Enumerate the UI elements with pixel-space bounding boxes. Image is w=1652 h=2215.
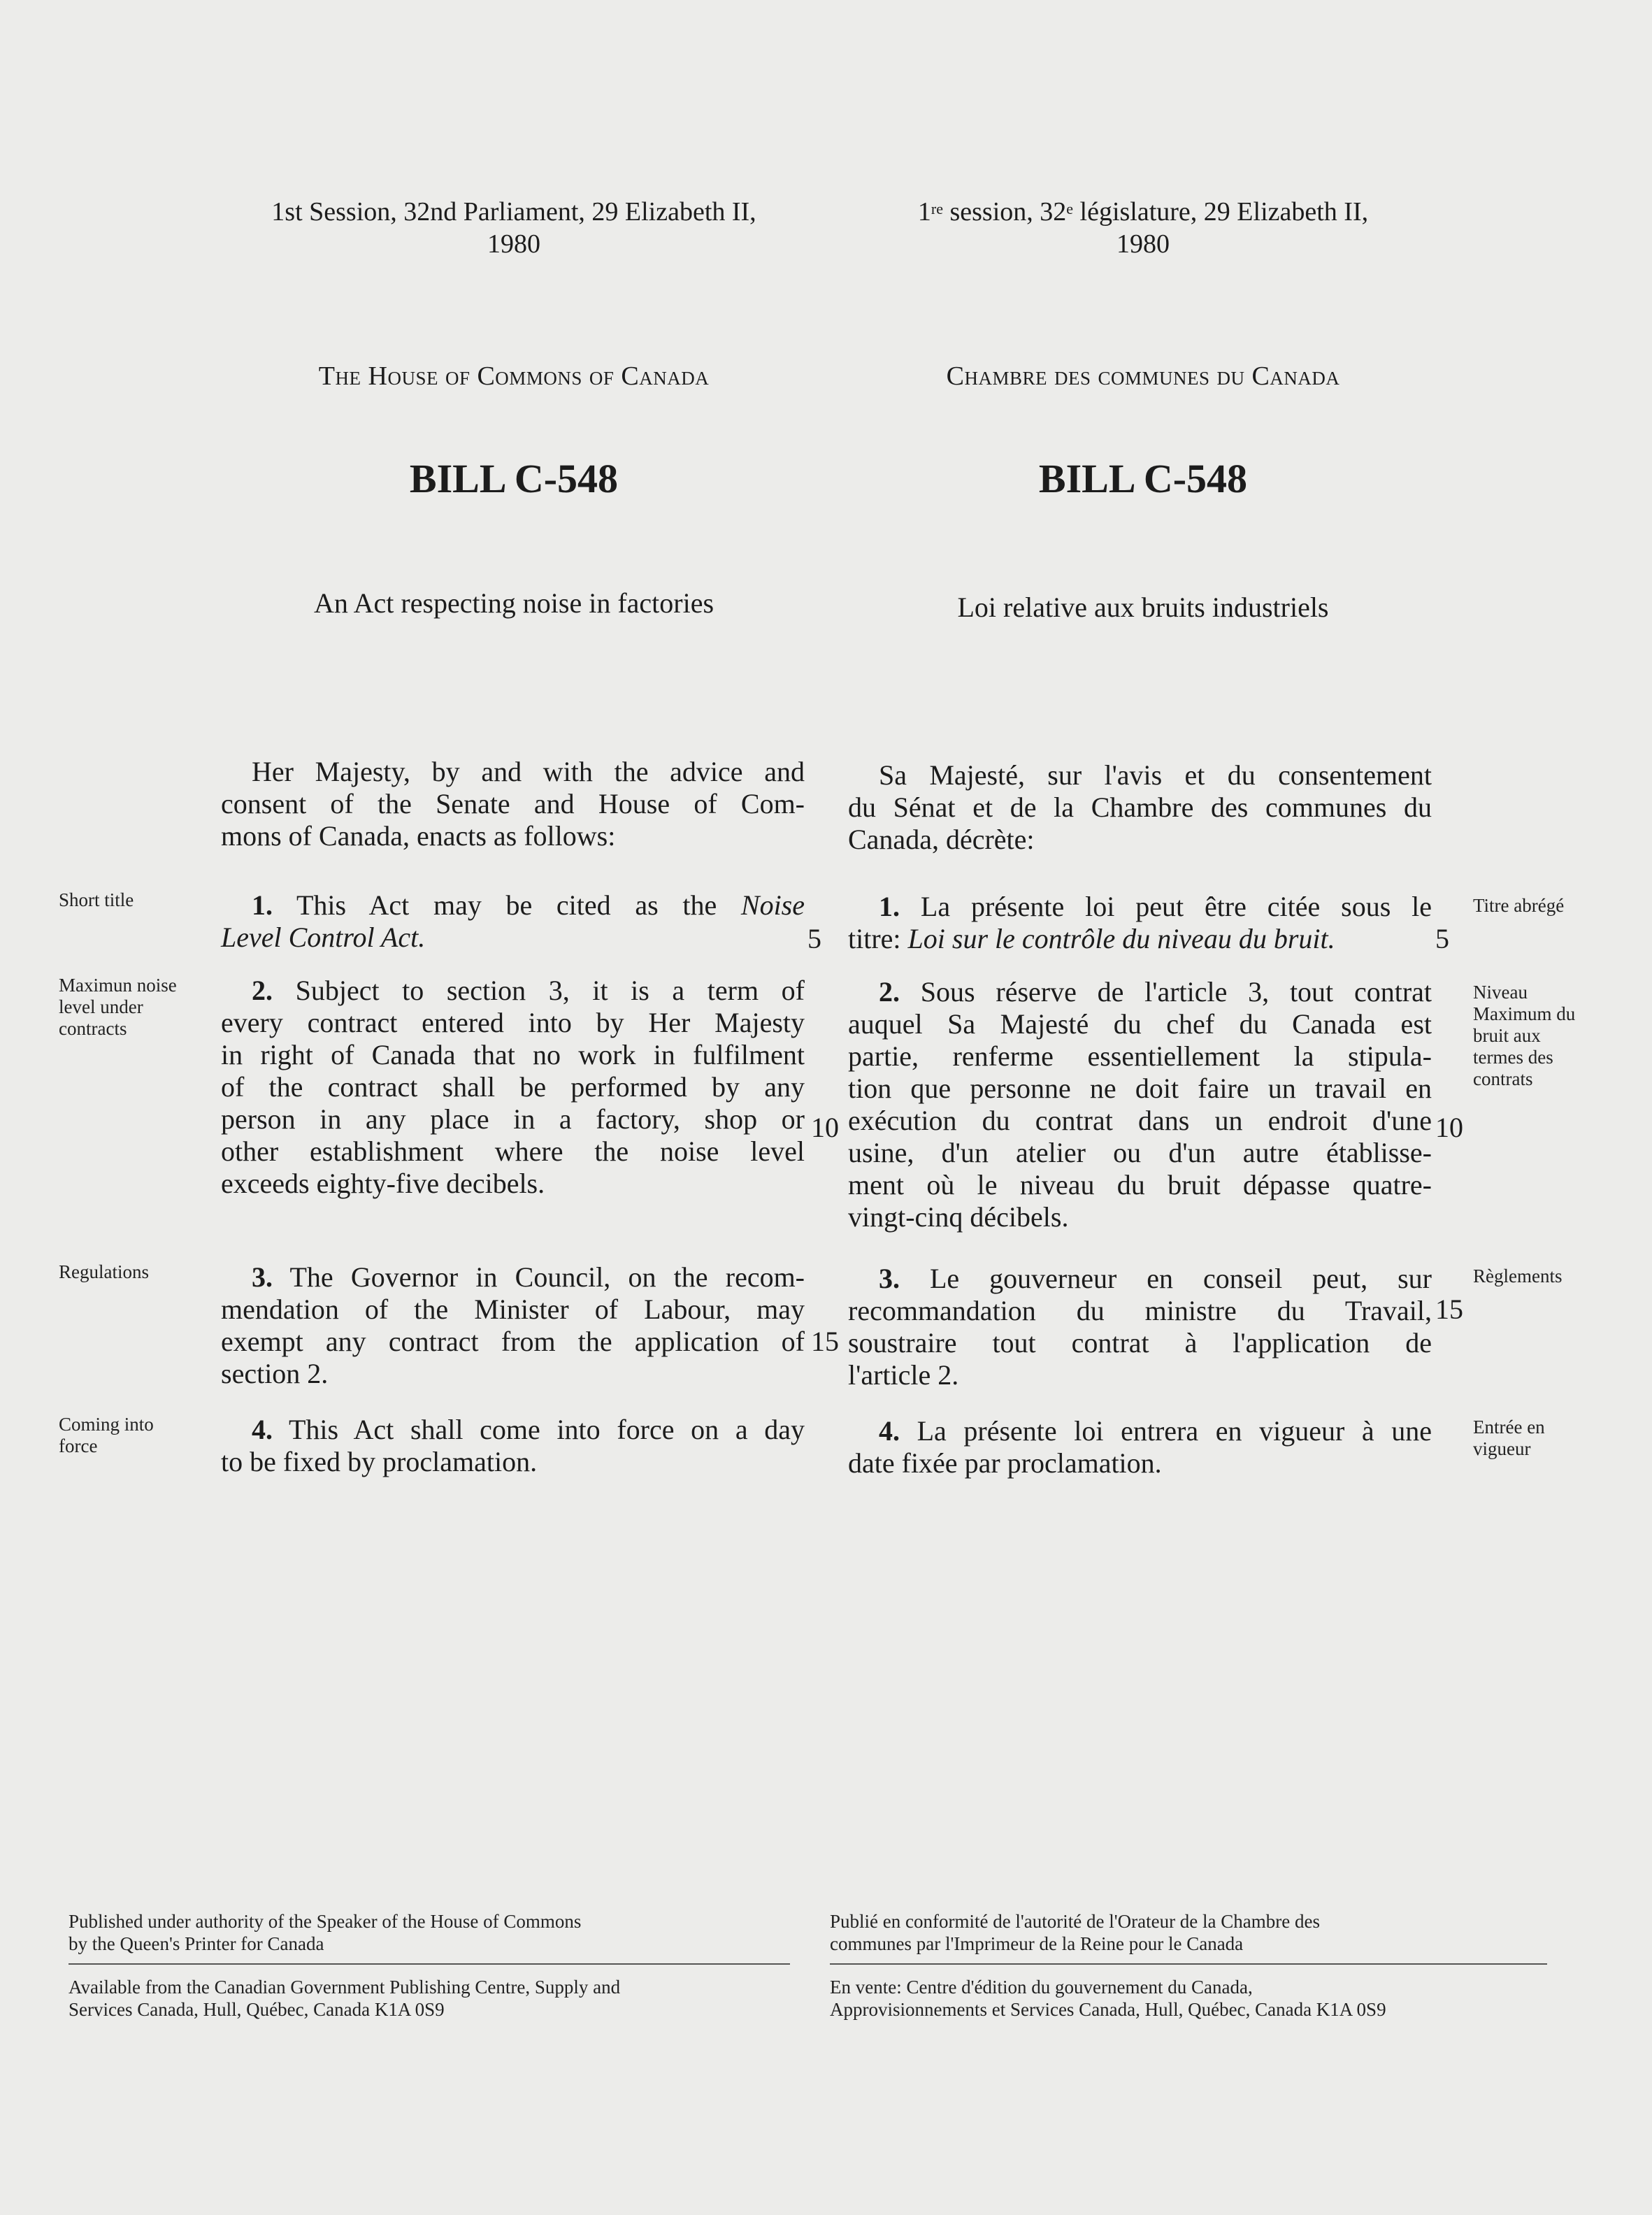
en-note-short-title: Short title [59,889,134,910]
fr-note-short-title: Titre abrégé [1473,895,1565,916]
en-house-heading: The House of Commons of Canada [318,361,710,391]
en-footer-availability: Available from the Canadian Government Publishing Centre, Supply and Services Canada, Hull, Québec, Canada K1A 0S9 [69,1977,621,2020]
en-section-1: 1. This Act may be cited as the Noise Level Control Act. [221,889,805,953]
fr-enacting-clause: Sa Majesté, sur l'avis et du consentement du Sénat et de la Chambre des communes du Canada, décrète: [848,759,1432,855]
en-note-regulations: Regulations [59,1261,149,1282]
fr-bill-number: BILL C-548 [1038,456,1248,501]
en-note-coming-into-force: Coming into force [59,1414,154,1456]
en-bill-title: An Act respecting noise in factories [313,587,714,619]
fr-house-heading: Chambre des communes du Canada [946,361,1340,391]
en-enacting-clause: Her Majesty, by and with the advice and consent of the Senate and House of Com- mons of Canada, enacts as follows: [221,756,805,852]
fr-footer-authority: Publié en conformité de l'autorité de l'Orateur de la Chambre des communes par l'Imprimeur de la Reine pour le Canada [830,1911,1320,1954]
line-number-10-right: 10 [1435,1112,1463,1143]
en-session-line: 1st Session, 32nd Parliament, 29 Elizabeth II, 1980 [271,197,756,259]
fr-bill-title: Loi relative aux bruits industriels [957,592,1329,623]
line-number-10-center: 10 [811,1112,839,1143]
en-section-2: 2. Subject to section 3, it is a term of every contract entered into by Her Majesty in right of Canada that no work in fulfilment of the contract shall be performed by any person in any place in a factory, shop or other establishment where the noise level exceeds eighty-five decibels. [221,975,805,1199]
en-section-4: 4. This Act shall come into force on a day to be fixed by proclamation. [221,1414,805,1477]
fr-footer-availability: En vente: Centre d'édition du gouvernement du Canada, Approvisionnements et Services Canada, Hull, Québec, Canada K1A 0S9 [830,1977,1386,2020]
fr-section-3: 3. Le gouverneur en conseil peut, sur recommandation du ministre du Travail, soustraire tout contrat à l'application de l'article 2. [848,1263,1432,1391]
en-section-3: 3. The Governor in Council, on the recom- mendation of the Minister of Labour, may exempt any contract from the application of section 2. [221,1261,805,1389]
line-number-5-center: 5 [807,923,821,954]
en-note-max-noise: Maximun noise level under contracts [59,975,177,1039]
fr-section-2: 2. Sous réserve de l'article 3, tout contrat auquel Sa Majesté du chef du Canada est partie, renferme essentiellement la stipula- tion que personne ne doit faire un travail en exécution du contrat dans un endroit d'une usine, d'un atelier ou d'un autre établisse- ment où le niveau du bruit dépasse quatre- vingt-cinq décibels. [848,976,1432,1233]
en-bill-number: BILL C-548 [409,456,619,501]
fr-note-regulations: Règlements [1473,1266,1563,1286]
fr-session-line: 1re session, 32e législature, 29 Elizabeth II, 1980 [917,197,1369,259]
en-footer-authority: Published under authority of the Speaker of the House of Commons by the Queen's Printer for Canada [69,1911,582,1954]
fr-note-max-noise: Niveau Maximum du bruit aux termes des contrats [1473,982,1576,1089]
fr-footer-rule [830,1963,1547,1965]
line-number-15-center: 15 [811,1326,839,1357]
line-number-15-right: 15 [1435,1293,1463,1325]
fr-section-4: 4. La présente loi entrera en vigueur à une date fixée par proclamation. [848,1415,1432,1479]
fr-note-coming-into-force: Entrée en vigueur [1473,1417,1545,1459]
en-footer-rule [69,1963,790,1965]
line-number-5-right: 5 [1435,923,1449,954]
fr-section-1: 1. La présente loi peut être citée sous le titre: Loi sur le contrôle du niveau du bruit. [848,891,1432,954]
